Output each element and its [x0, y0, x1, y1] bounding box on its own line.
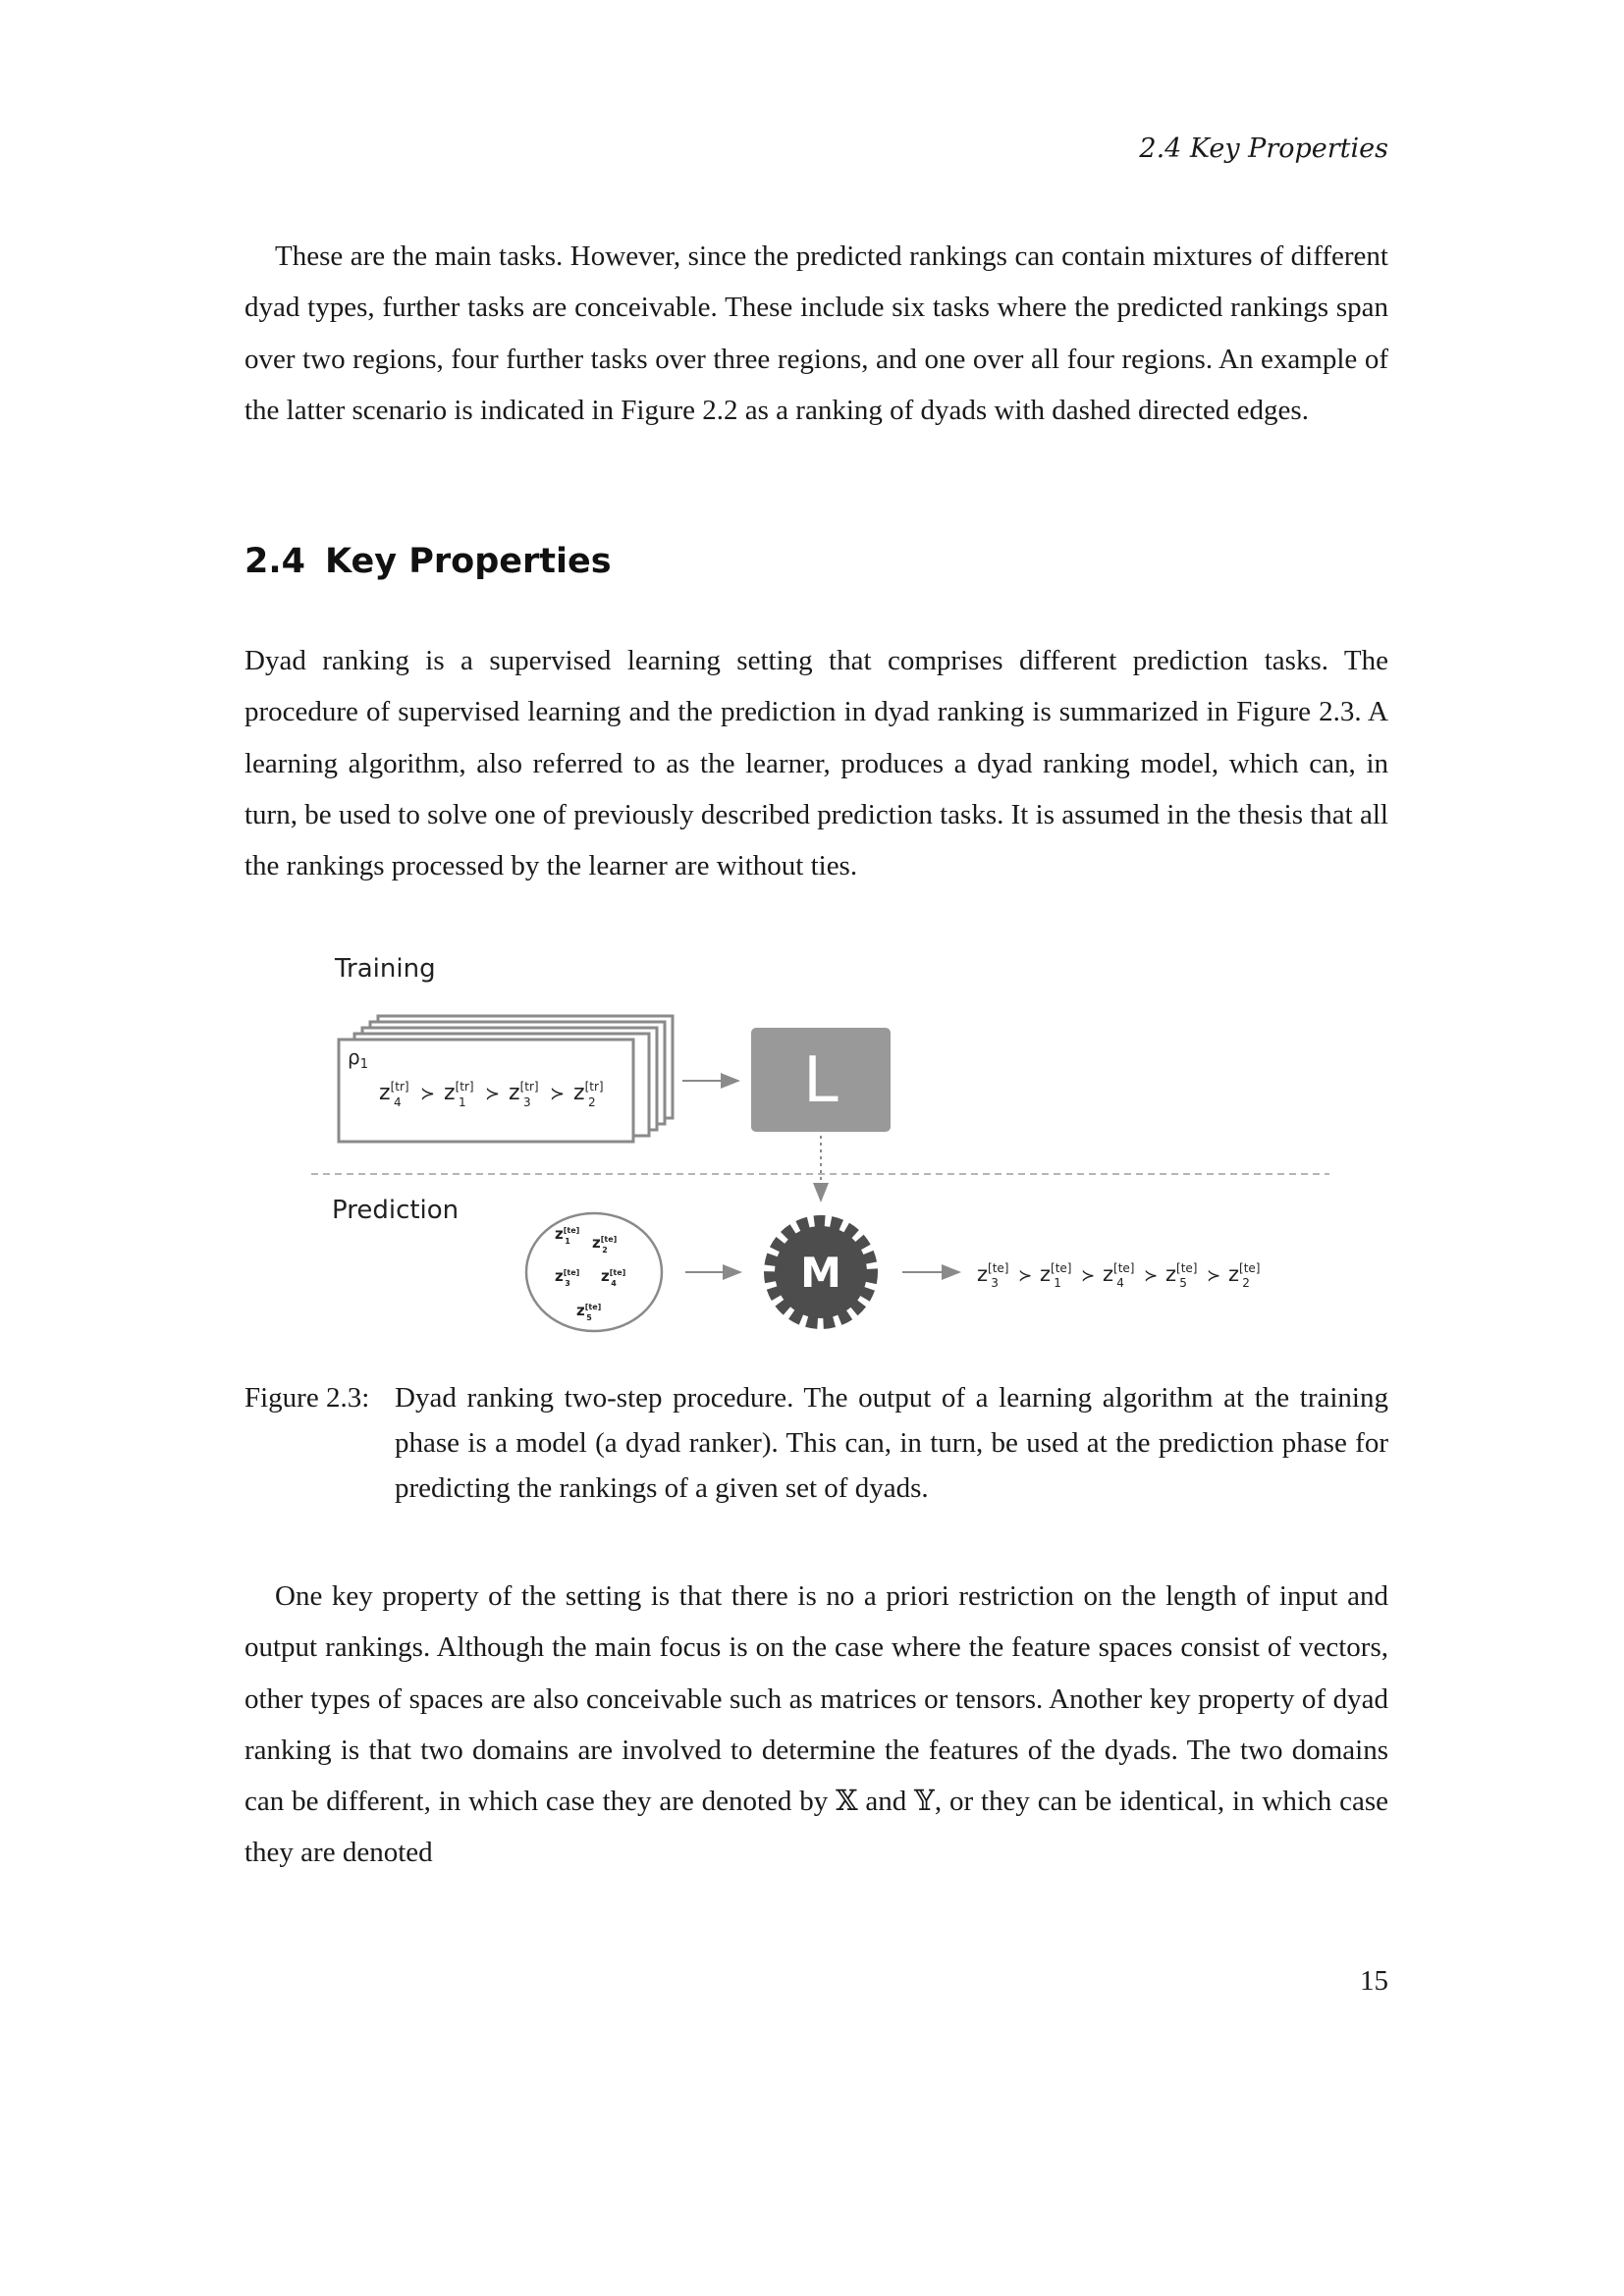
input-dyad-set — [526, 1213, 662, 1331]
input-dyad-z3: z[te] 3 — [555, 1267, 580, 1288]
output-dyad-z2: z[te] 2 — [1228, 1261, 1261, 1290]
succ-symbol: ≻ — [1018, 1266, 1033, 1286]
caption-text: Dyad ranking two-step procedure. The output of a learning algorithm at the training phase is a model (a dyad ranker). This can, in turn, be used at the prediction phase for predicting the rankings of a given set of dyads. — [395, 1382, 1388, 1504]
figure-canvas — [244, 947, 1388, 1340]
input-dyad-z5: z[te] 5 — [576, 1302, 602, 1322]
training-dyad-z3: z[tr] 3 — [509, 1080, 539, 1109]
page-number: 15 — [1360, 1965, 1388, 1997]
prediction-label: Prediction — [332, 1196, 460, 1225]
model-label: M — [800, 1249, 841, 1297]
succ-symbol: ≻ — [485, 1084, 501, 1104]
output-dyad-z4: z[te] 4 — [1103, 1261, 1135, 1290]
succ-symbol: ≻ — [1144, 1266, 1159, 1286]
succ-symbol: ≻ — [1207, 1266, 1221, 1286]
training-dyad-z1: z[tr] 1 — [444, 1080, 474, 1109]
output-dyad-z1: z[te] 1 — [1040, 1261, 1072, 1290]
training-label: Training — [335, 954, 436, 984]
rho-label: $\rho_1$ — [348, 1045, 368, 1072]
succ-symbol: ≻ — [420, 1084, 436, 1104]
input-dyad-z1: z[te] 1 — [555, 1225, 580, 1246]
output-dyad-z3: z[te] 3 — [977, 1261, 1009, 1290]
training-dyad-z4: z[tr] 4 — [379, 1080, 409, 1109]
training-rankings-stack — [339, 1016, 673, 1142]
figure-dyad-ranking-procedure — [244, 947, 1388, 1340]
succ-symbol: ≻ — [1081, 1266, 1096, 1286]
section-title: Key Properties — [325, 542, 612, 581]
output-dyad-z5: z[te] 5 — [1165, 1261, 1198, 1290]
caption-label: Figure 2.3: — [244, 1382, 370, 1414]
intro-paragraph: These are the main tasks. However, since the predicted rankings can contain mixtures of different dyad types, further tasks are conceivable. These include six tasks where the predicted rankings span over two regions, four further tasks over three regions, and one over all four regions. An example of the latter scenario is indicated in Figure 2.2 as a ranking of dyads with dashed directed edges. — [244, 240, 1388, 426]
running-header: 2.4 Key Properties — [1139, 133, 1388, 164]
learner-label: L — [803, 1044, 839, 1117]
paragraph-2: One key property of the setting is that there is no a priori restriction on the length of input and output rankings. Although the main focus is on the case where the feature spaces consist of vectors, other types of spaces are also conceivable such as matrices or tensors. Another key property of dyad ranking is that two domains are involved to determine the features of the dyads. The two domains can be different, in which case they are denoted by 𝕏 and 𝕐, or they can be identical, in which case they are denoted — [244, 1580, 1388, 1869]
input-dyad-z2: z[te] 2 — [592, 1234, 618, 1255]
output-ranking — [977, 1261, 1260, 1290]
succ-symbol: ≻ — [550, 1084, 566, 1104]
training-dyad-z2: z[tr] 2 — [573, 1080, 604, 1109]
input-dyad-z4: z[te] 4 — [601, 1267, 626, 1288]
paragraph-1: Dyad ranking is a supervised learning setting that comprises different prediction tasks. The procedure of supervised learning and the prediction in dyad ranking is summarized in Figure 2.3. A learning algorithm, also referred to as the learner, produces a dyad ranking model, which can, in turn, be used to solve one of previously described prediction tasks. It is assumed in the thesis that all the rankings processed by the learner are without ties. — [244, 645, 1388, 882]
section-heading — [244, 542, 612, 581]
section-number: 2.4 — [244, 542, 306, 581]
